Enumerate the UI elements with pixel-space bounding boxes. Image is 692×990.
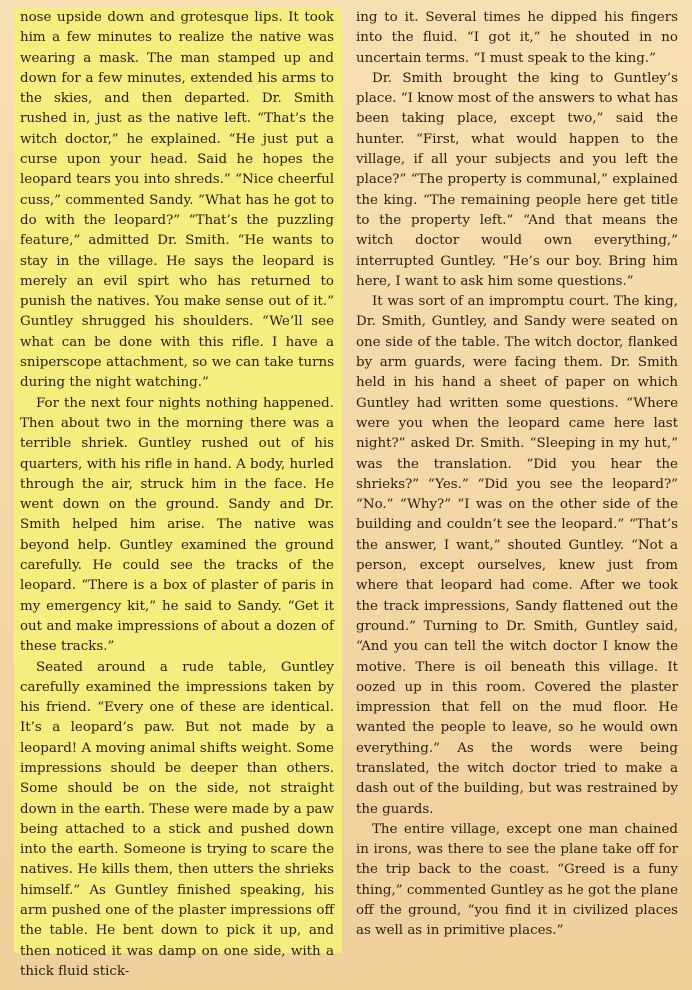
paragraph: Seated around a rude table, Guntley carefully examined the impressions taken by his friend. “Every one of these are identical. It’s a leopard’s paw. But not made by a leopard! A moving animal shifts weight. Some impressions should be deeper than others. Some should be on the side, not straight down in the earth. These were made by a paw being attached to a stick and pushed down into the earth. Someone is trying to scare the natives. He kills them, then utters the shrieks himself.” As Guntley finished speaking, his arm pushed one of the plaster impressions off the table. He bent down to pick it up, and then noticed it was damp on one side, with a thick fluid stick- bbox=[20, 659, 334, 979]
paragraph: For the next four nights nothing happened. Then about two in the morning there was a terrible shriek. Guntley rushed out of his quarters, with his rifle in hand. A body, hurled through the air, struck him in the face. He went down on the ground. Sandy and Dr. Smith helped him arise. The native was beyond help. Guntley examined the ground carefully. He could see the tracks of the leopard. “There is a box of plaster of paris in my emergency kit,” he said to Sandy. “Get it out and make impressions of about a dozen of these tracks.” bbox=[20, 395, 334, 655]
right-column bbox=[356, 8, 678, 968]
paragraph: Dr. Smith brought the king to Guntley’s place. “I know most of the answers to what has been taking place, except two,” said the hunter. “First, what would happen to the village, if all your subjects and you left the place?” “The property is communal,” explained the king. “The remaining people here get title to the property left.” “And that means the witch doctor would own everything,” interrupted Guntley. “He’s our boy. Bring him here, I want to ask him some questions.” bbox=[356, 70, 678, 289]
paragraph: It was sort of an impromptu court. The king, Dr. Smith, Guntley, and Sandy were seated on one side of the table. The witch doctor, flanked by arm guards, were facing them. Dr. Smith held in his hand a sheet of paper on which Guntley had written some questions. “Where were you when the leopard came here last night?” asked Dr. Smith. “Sleeping in my hut,” was the translation. “Did you hear the shrieks?” “Yes.” “Did you see the leopard?” “No.” “Why?” “I was on the other side of the building and couldn’t see the leopard.” “That’s the answer, I want,” shouted Guntley. “Not a person, except ourselves, knew just from where that leopard had come. After we took the track impressions, Sandy flattened out the ground.” Turning to Dr. Smith, Guntley said, “And you can tell the witch doctor I know the motive. There is oil beneath this village. It oozed up in this room. Covered the plaster impression that fell on the mud floor. He wanted the people to leave, so he would own everything.” As the words were being translated, the witch doctor tried to make a dash out of the building, but was restrained by the guards. bbox=[356, 294, 678, 817]
paragraph: ing to it. Several times he dipped his fingers into the fluid. “I got it,” he shouted in no uncertain terms. “I must speak to the king.” bbox=[356, 10, 678, 66]
paragraph: The entire village, except one man chained in irons, was there to see the plane take off for the trip back to the coast. “Greed is a funy thing,” commented Guntley as he got the plane off the ground, “you find it in civilized places as well as in primitive places.” bbox=[356, 821, 678, 939]
left-column bbox=[14, 8, 342, 979]
paragraph: nose upside down and grotesque lips. It took him a few minutes to realize the native was wearing a mask. The man stamped up and down for a few minutes, extended his arms to the skies, and then departed. Dr. Smith rushed in, just as the native left. “That’s the witch doctor,” he explained. “He just put a curse upon your head. Said he hopes the leopard tears you into shreds.” “Nice cheerful cuss,” commented Sandy. “What has he got to do with the leopard?” “That’s the puzzling feature,” admitted Dr. Smith. “He wants to stay in the village. He says the leopard is merely an evil spirt who has returned to punish the natives. You make sense out of it.” Guntley shrugged his shoulders. “We’ll see what can be done with this rifle. I have a sniperscope attachment, so we can take turns during the night watching.” bbox=[20, 10, 334, 391]
